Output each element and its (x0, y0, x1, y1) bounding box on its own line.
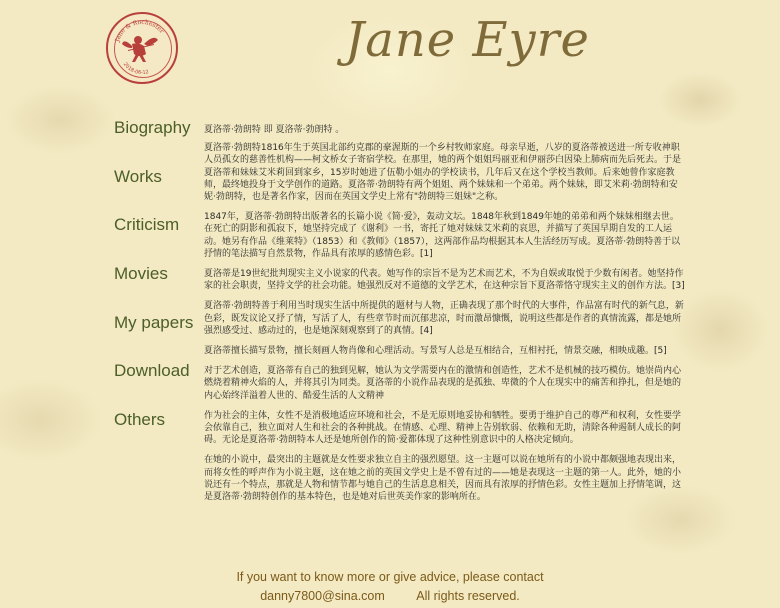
seal-text-top: Jane & Rochester (113, 18, 166, 43)
footer-rights: All rights reserved. (416, 589, 520, 603)
paragraph: 对于艺术创造，夏洛蒂有自己的独到见解，她认为文学需要内在的激情和创造性，艺术不是机械的技巧模仿。她崇尚内心燃烧着精神火焰的人，并将其引为同类。夏洛蒂的小说作品表现的是孤独、卑微的个人在现实中的痛苦和挣扎，但是她的内心始终洋溢着人世的、酷爱生活的人文精神 (204, 366, 682, 401)
footer (0, 568, 780, 606)
nav-others[interactable]: Others (114, 410, 166, 430)
nav-biography[interactable]: Biography (114, 118, 191, 137)
site-title: Jane Eyre (345, 12, 590, 68)
paragraph: 夏洛蒂·勃朗特1816年生于英国北部约克郡的豪渥斯的一个乡村牧师家庭。母亲早逝，八岁的夏洛蒂被送进一所专收神职人员孤女的慈善性机构——柯文桥女子寄宿学校。在那里，她的两个姐姐玛丽亚和伊丽莎白因染上肺病而先后死去。于是夏洛蒂和妹妹艾米莉回到家乡，15岁时她进了伍勒小姐办的学校读书，几年后又在这个学校当教师。后来她曾作家庭教师，最终她投身于文学创作的道路。夏洛蒂·勃朗特有两个姐姐、两个妹妹和一个弟弟。两个妹妹，即艾米莉·勃朗特和安妮·勃朗特，也是著名作家，因而在英国文学史上常有"勃朗特三姐妹"之称。 (204, 143, 682, 203)
site-title-logo (345, 12, 595, 74)
footer-contact-line: If you want to know more or give advice, please contact (236, 570, 544, 584)
nav-movies[interactable]: Movies (114, 264, 168, 284)
nav-criticism[interactable]: Criticism (114, 215, 180, 235)
paragraph: 作为社会的主体，女性不是消极地适应环境和社会，不是无原则地妥协和牺牲。要勇于维护自己的尊严和权利，女性要学会依靠自己，独立面对人生和社会的各种挑战。在情感、心理、精神上告别软弱、依赖和无助，清除各种遏制人成长的阿碍。无论是夏洛蒂·勃朗特本人还是她所创作的简·爱都体现了这种性别意识中的人格决定倾向。 (204, 410, 682, 446)
footer-email[interactable]: danny7800@sina.com (260, 589, 385, 603)
paragraph: 夏洛蒂·勃朗特善于利用当时现实生活中所提供的题材与人物，正确表现了那个时代的大事件，作品富有时代的新气息，新色彩，既发议论又抒了情，写活了人，有些章节时而沉郁悲凉，时而激昂慷慨，说明这些都是作者的真情流露，都是她所强烈感受过、感动过的，也是她深刻观察到了的真情。[4] (204, 301, 684, 336)
paragraph: 夏洛蒂擅长描写景物，擅长刻画人物肖像和心理活动。写景写人总是互相结合，互相衬托，情景交融，相映成趣。[5] (204, 346, 667, 357)
seal-logo (106, 12, 178, 84)
nav-works[interactable]: Works (114, 166, 162, 186)
nav-download[interactable]: Download (114, 361, 190, 381)
svg-text:2018-06-12 (122, 61, 150, 76)
nav-my-papers[interactable]: My papers (114, 312, 194, 332)
intro-line: 夏洛蒂·勃朗特 即 夏洛蒂·勃朗特 。 (204, 125, 345, 135)
seal-text-bottom: 2018-06-12 (121, 61, 150, 77)
paragraph: 1847年，夏洛蒂·勃朗特出版著名的长篇小说《简·爱》，轰动文坛。1848年秋到1849年她的弟弟和两个妹妹相继去世。在死亡的阴影和孤寂下，她坚持完成了《谢利》一书，寄托了她对妹妹艾米莉的哀思，并描写了英国早期自发的工人运动。她另有作品《维莱特》（1853）和《教师》（1857），这两部作品均根据其本人生活经历写成。夏洛蒂·勃朗特善于以抒情的笔法描写自然景物，作品具有浓厚的感情色彩。[1] (204, 212, 681, 259)
paragraph: 夏洛蒂是19世纪批判现实主义小说家的代表。她写作的宗旨不是为艺术而艺术，不为自娱或取悦于少数有闲者。她坚持作家的社会职责，坚持文学的社会功能。她强烈反对不道德的文学艺术，在这种宗旨下夏洛蒂恪守现实主义的创作方法。[3] (204, 269, 685, 292)
article-content (204, 124, 686, 511)
main-nav (114, 116, 204, 457)
paragraph: 在她的小说中，最突出的主题就是女性要求独立自主的强烈愿望。这一主题可以说在她所有的小说中都颇强地表现出来，而将女性的呼声作为小说主题，这在她之前的英国文学史上是不曾有过的——她是表现这一主题的第一人。此外，她的小说还有一个特点，那就是人物和情节都与她自己的生活息息相关，因而具有浓厚的抒情色彩。女性主题加上抒情笔调，这是夏洛蒂·勃朗特创作的基本特色，也是她对后世英美作家的影响所在。 (204, 455, 682, 503)
cupid-icon (122, 36, 158, 62)
